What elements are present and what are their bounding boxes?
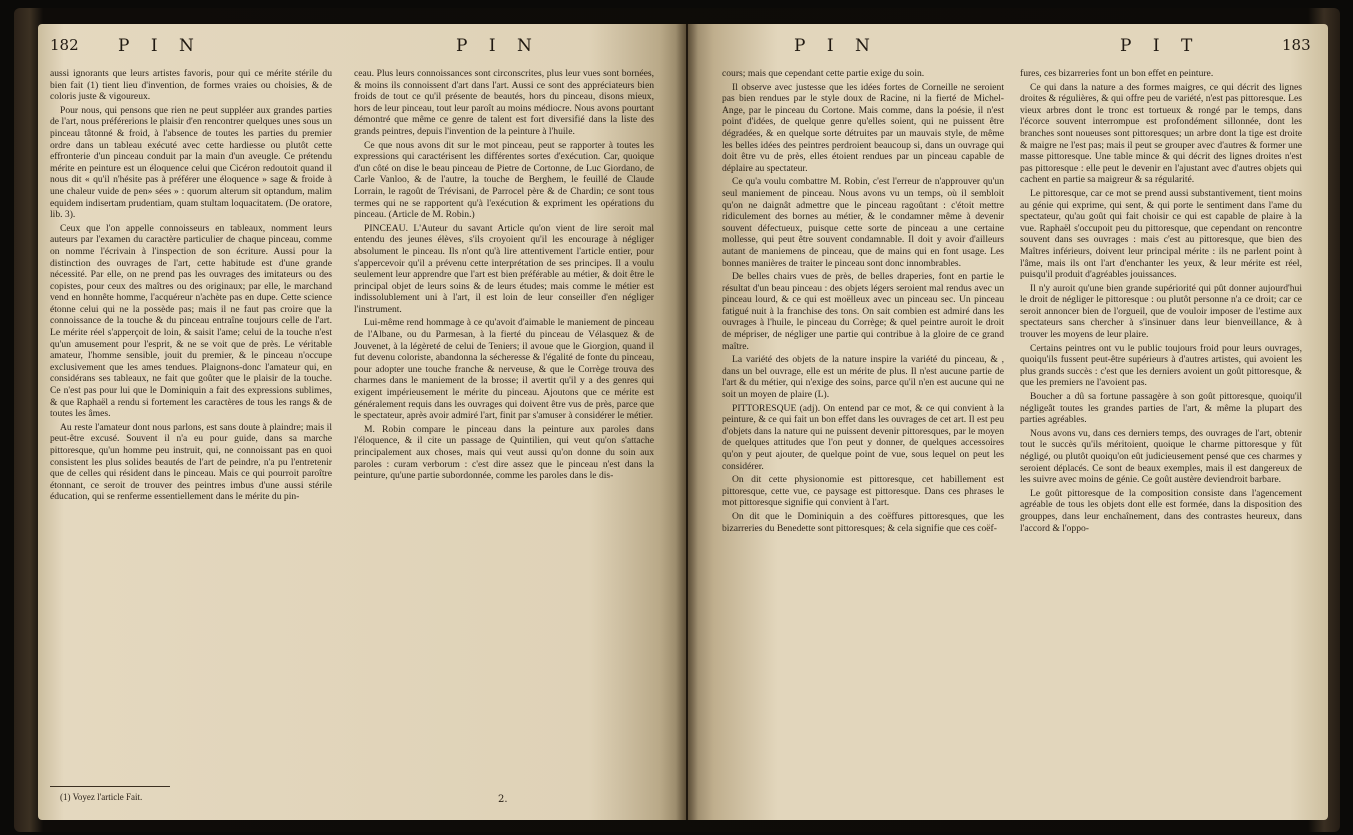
- running-head-right-col1: P I N: [794, 36, 878, 56]
- right-page-column-2: [1020, 68, 1302, 536]
- running-head-left-col2: P I N: [456, 36, 540, 56]
- paragraph: PITTORESQUE (adj). On entend par ce mot, & ce qui convient à la peinture, & ce qui fait un bon effet dans les ouvrages de cet art. Il est peu d'objets dans la nature qui ne puissent devenir pittoresques, par le moyen de quelques attitudes que l'on peut y donner, de quelques accessoires qu'on y peut ajouter, de quelque point de vue, sous lequel on peut les considérer.: [722, 402, 1004, 472]
- paragraph: Le pittoresque, car ce mot se prend aussi substantivement, tient moins au génie qui exprime, qui sent, & qui porte le sentiment dans l'ame du spectateur, qu'au goût qui fait choisir ce qui est capable de plaire à la vue. Raphaël s'occupoit peu du pittoresque, que cependant on rencontre souvent dans ses ouvrages : mais c'est au pittoresque, que bien des Maîtres inférieurs, doivent leur principal mérite : ils ne parlent point à l'âme, mais ils ont l'art d'enchanter les yeux, & leur mérite est réel, puisqu'il produit d'agréables jouissances.: [1020, 187, 1302, 281]
- paragraph: Ce qui dans la nature a des formes maigres, ce qui décrit des lignes droites & régulières, & qui offre peu de variété, n'est pas pittoresque. Les vieux arbres dont le tronc est tortueux & rongé par le temps, dans l'écorce souvent interrompue est profondément sillonnée, dont les branches sont noueuses sont pittoresques; un arbre dont la tige est droite & maigre ne l'est pas; mais il peut se grouper avec d'autres & former une masse pittoresque. Une table mince & qui décrit des lignes droites n'est pas pittoresque : elle peut le devenir en l'ajustant avec d'autres objets qui cachent en partie sa maigreur & sa régularité.: [1020, 81, 1302, 186]
- open-book: [14, 8, 1340, 832]
- right-page: [688, 24, 1328, 820]
- footnote: (1) Voyez l'article Fait.: [60, 792, 143, 802]
- paragraph: fures, ces bizarreries font un bon effet en peinture.: [1020, 68, 1214, 79]
- paragraph: Ceux que l'on appelle connoisseurs en tableaux, nomment leurs auteurs par l'examen du caractère particulier de chaque pinceau, comme on nomme l'écrivain à l'inspection de son écriture. Aussi pour la distinction des ouvrages de l'art, cette habitude est d'une grande nécessité. Par elle, on ne prend pas les ouvrages des imitateurs ou des copistes, pour ceux des maîtres ou des originaux; par elle, le marchand vend en honnête homme, l'acquéreur n'achète pas en dupe. Cette science étonne celui qui ne la possède pas; mais il ne faut pas croire que la connoissance de la touche & du pinceau entraîne toujours celle de l'art. Le mérite réel s'apperçoit de loin, & saisit l'ame; celui de la touche n'est qu'un amusement pour l'esprit, & ne se voit que de près. Le véritable amateur, l'homme sensible, jouit du premier, & le pinceau n'occupe exclusivement que les ames tendues. Plaignons-donc l'amateur qui, en considérans ses tableaux, ne fait que goûter que le plaisir de la touche. Ce n'est pas pour lui que le Dominiquin a fait des expressions sublimes, & que Raphaël a rendu si fortement les caractères de tous les rangs & de toutes les âmes.: [50, 222, 332, 420]
- paragraph: Il n'y auroit qu'une bien grande supériorité qui pût donner aujourd'hui le droit de négliger le pittoresque : ou plutôt personne n'a ce droit; car ce seroit annoncer bien de l'orgueil, que de vouloir imposer de l'estime aux spectateurs sans chercher à s'insinuer dans leur bienveillance, & à trouver les moyens de leur plaire.: [1020, 282, 1302, 341]
- paragraph: Au reste l'amateur dont nous parlons, est sans doute à plaindre; mais il peut-être excusé. Souvent il n'a eu pour guide, dans sa marche pittoresque, qu'un homme peu instruit, qui, ne connoissant pas en quoi consistent les plus solides beautés de l'art de peindre, n'a pu l'entretenir que de celles qui résident dans le pinceau. Mais ce qui pourroit paroître étonnant, ce seroit de trouver des peintres imbus d'une aussi stérile éducation, qui se renferme essentiellement dans le mérite du pin-: [50, 421, 332, 503]
- paragraph: Il observe avec justesse que les idées fortes de Corneille ne seroient pas bien rendues par le style doux de Racine, ni la fierté de Michel-Ange, par le pinceau du Cortone. Mais comme, dans la poésie, il n'est point d'idées, de quelque genre qu'elles soient, qui ne puissent être dégradées, & en quelque sorte détruites par un mauvais style, de même les belles idées des peintres perdroient beaucoup si, dans un ouvrage qui doit être vu de près, elles étoient rendues par un pinceau capable de déplaire au spectateur.: [722, 81, 1004, 174]
- paragraph: cours; mais que cependant cette partie exige du soin.: [722, 68, 925, 79]
- paragraph: On dit que le Dominiquin a des coëffures pittoresques, que les bizarreries du Benedette sont pittoresques; & cela signifie que ces coëf-: [722, 510, 1004, 534]
- left-page-column-1: [50, 68, 332, 505]
- paragraph: Certains peintres ont vu le public toujours froid pour leurs ouvrages, quoiqu'ils fussent peut-être supérieurs à d'autres artistes, qui avoient les plus grands succès : c'est que les derniers avoient un goût pittoresque, & que les premiers ne l'avoient pas.: [1020, 342, 1302, 389]
- paragraph: M. Robin compare le pinceau dans la peinture aux paroles dans l'éloquence, & il cite un passage de Quintilien, qui veut qu'on s'attache principalement aux choses, mais qui veut aussi qu'on donne du soin aux paroles : curam verborum : c'est dire assez que le pinceau n'est dans la peinture, qu'une partie subordonnée, comme les paroles dans le dis-: [354, 423, 654, 482]
- left-page: [38, 24, 686, 820]
- paragraph: Nous avons vu, dans ces derniers temps, des ouvrages de l'art, obtenir tout le succès qu'ils méritoient, quoique le charme pittoresque y fût négligé, ou plutôt quoiqu'on eût judicieusement pensé que ces charmes y seroient déplacés. Ce sont de beaux exemples, mais il est dangereux de les suivre avec moins de génie. Ce goût austère deviendroit barbare.: [1020, 427, 1302, 486]
- footnote-rule: [50, 786, 170, 787]
- page-number-right: 183: [1282, 36, 1311, 54]
- paragraph: Ce que nous avons dit sur le mot pinceau, peut se rapporter à toutes les expressions qui caractérisent les différentes sortes d'exécution. Car, quoique d'un côté on dise le beau pinceau de Pietre de Cortonne, de Luc Giordano, de Carle Vanloo, & de l'autre, la touche de Berghem, le feuillé de Claude Lorrain, le ragoût de Trévisani, de Parrocel père & de Chardin; ce sont tous termes qui ne se rapportent qu'à l'exécution & expriment les opérations du pinceau. (Article de M. Robin.): [354, 139, 654, 221]
- page-number-left: 182: [50, 36, 79, 54]
- signature-mark: 2.: [498, 794, 508, 805]
- paragraph: Pour nous, qui pensons que rien ne peut suppléer aux grandes parties de l'art, nous préférerions le plaisir d'en rencontrer quelques unes sous un pinceau tâtonné & froid, à l'absence de toutes les parties du premier ordre dans un tableau exécuté avec cette hardiesse ou plutôt cette effronterie d'un pinceau conduit par la main d'un aveugle. Ce prétendu mérite en peinture est un éloquence celui que Cicéron redoutoit quand il nous dit « qu'il n'hésite pas à préférer une éloquence » sage & froide à une chaleur vuide de pen» sées » : quorum alterum sit optandum, malim equidem indisertam prudentiam, quam stultam loquacitatem. (De oratore, lib. 3).: [50, 104, 332, 221]
- paragraph: On dit cette physionomie est pittoresque, cet habillement est pittoresque, cette vue, ce paysage est pittoresque. Dans ces phrases le mot pittoresque signifie qui convient à l'art.: [722, 474, 1004, 509]
- paragraph: Ce qu'a voulu combattre M. Robin, c'est l'erreur de n'approuver qu'un seul maniement de pinceau. Nous avons vu un temps, où il sembloit qu'on ne daignât admettre que le pinceau ragoûtant : c'étoit mettre ridiculement des bornes au métier, & le condamner même à devenir souvent défectueux, puisque cette sorte de pinceau a une certaine mollesse, qui peut être souvent condamnable. Il doit y avoir d'ailleurs autant de maniemens de pinceau, que de mains qui en font usage. Les bonnes manières de traiter le pinceau sont donc innombrables.: [722, 176, 1004, 269]
- paragraph: Boucher a dû sa fortune passagère à son goût pittoresque, quoiqu'il négligeât toutes les grandes parties de l'art, & même la plupart des parties agréables.: [1020, 391, 1302, 426]
- paragraph: Lui-même rend hommage à ce qu'avoit d'aimable le maniement de pinceau de l'Albane, ou du Parmesan, à la fierté du pinceau de Vélasquez & de Jouvenet, à la légèreté de celui de Teniers; il avoue que le Giorgion, quand il fut devenu coloriste, abandonna la sécheresse & l'égalité de fonte du pinceau, pour adopter une touche franche & nerveuse, & que le Corrège trouva des charmes dans le maniement de la brosse; il avertit qu'il y a des genres qui exigent impérieusement le mérite du pinceau. Ajoutons que ce mérite est généralement requis dans les ouvrages qui doivent être vus de près, parce que le spectateur, après avoir admiré l'art, finit par s'amuser à considérer le métier.: [354, 317, 654, 422]
- right-page-column-1: [722, 68, 1004, 536]
- paragraph: ceau. Plus leurs connoissances sont circonscrites, plus leur vues sont bornées, & moins ils connoissent d'art dans l'art. Aussi ce sont des appréciateurs bien froids de tout ce qu'il présente de beautés, hors du pinceau, disons mieux, hors de leur pinceau, tout leur paroît au moins médiocre. Nous avons pourtant démontré que même ce genre de talent est fort diversifié dans la liste des grands peintres, depuis l'invention de la peinture à l'huile.: [354, 68, 654, 137]
- paragraph: De belles chairs vues de près, de belles draperies, font en partie le résultat d'un beau pinceau : des objets légers seroient mal rendus avec un pinceau lourd, & ce qui est moëlleux avec un pinceau sec. Un pinceau fatigué nuit à la franchise des tons. On sait combien est admiré dans les ouvrages à l'huile, le pinceau du Corrège; & quel peintre auroit le droit de mépriser, de négliger une partie qui contribue à la gloire de ce grand maître.: [722, 271, 1004, 352]
- paragraph: PINCEAU. L'Auteur du savant Article qu'on vient de lire seroit mal entendu des jeunes élèves, s'ils croyoient qu'il les encourage à négliger absolument le pinceau. Ils n'ont qu'à lire attentivement l'article entier, pour s'appercevoir qu'il a prévenu cette interprétation de ses principes. Il a voulu seulement leur apprendre que l'art est bien préférable au métier, & doit être le principal objet de leurs soins & de leurs études; mais comme le métier est indissolublement uni à l'art, il est loin de leur conseiller d'en négliger l'instrument.: [354, 222, 654, 315]
- paragraph: aussi ignorants que leurs artistes favoris, pour qui ce mérite stérile du bien fait (1) tient lieu d'invention, de formes vraies ou choisies, & de coloris juste & vigoureux.: [50, 68, 332, 103]
- book-gutter: [676, 24, 698, 820]
- running-head-left-col1: P I N: [118, 36, 202, 56]
- paragraph: Le goût pittoresque de la composition consiste dans l'agencement agréable de tous les objets dont elle est formée, dans la disposition des grouppes, dans leur enchaînement, dans des contrastes heureux, dans l'accord & l'oppo-: [1020, 487, 1302, 534]
- running-head-right-col2: P I T: [1120, 36, 1201, 56]
- left-page-column-2: [354, 68, 654, 484]
- paragraph: La variété des objets de la nature inspire la variété du pinceau, & , dans un bel ouvrage, elle est un mérite de plus. Il n'est aucune partie de l'art & du métier, qui n'exige des soins, parce qu'il n'en est aucune qui ne soit un moyen de plaire (L).: [722, 354, 1004, 401]
